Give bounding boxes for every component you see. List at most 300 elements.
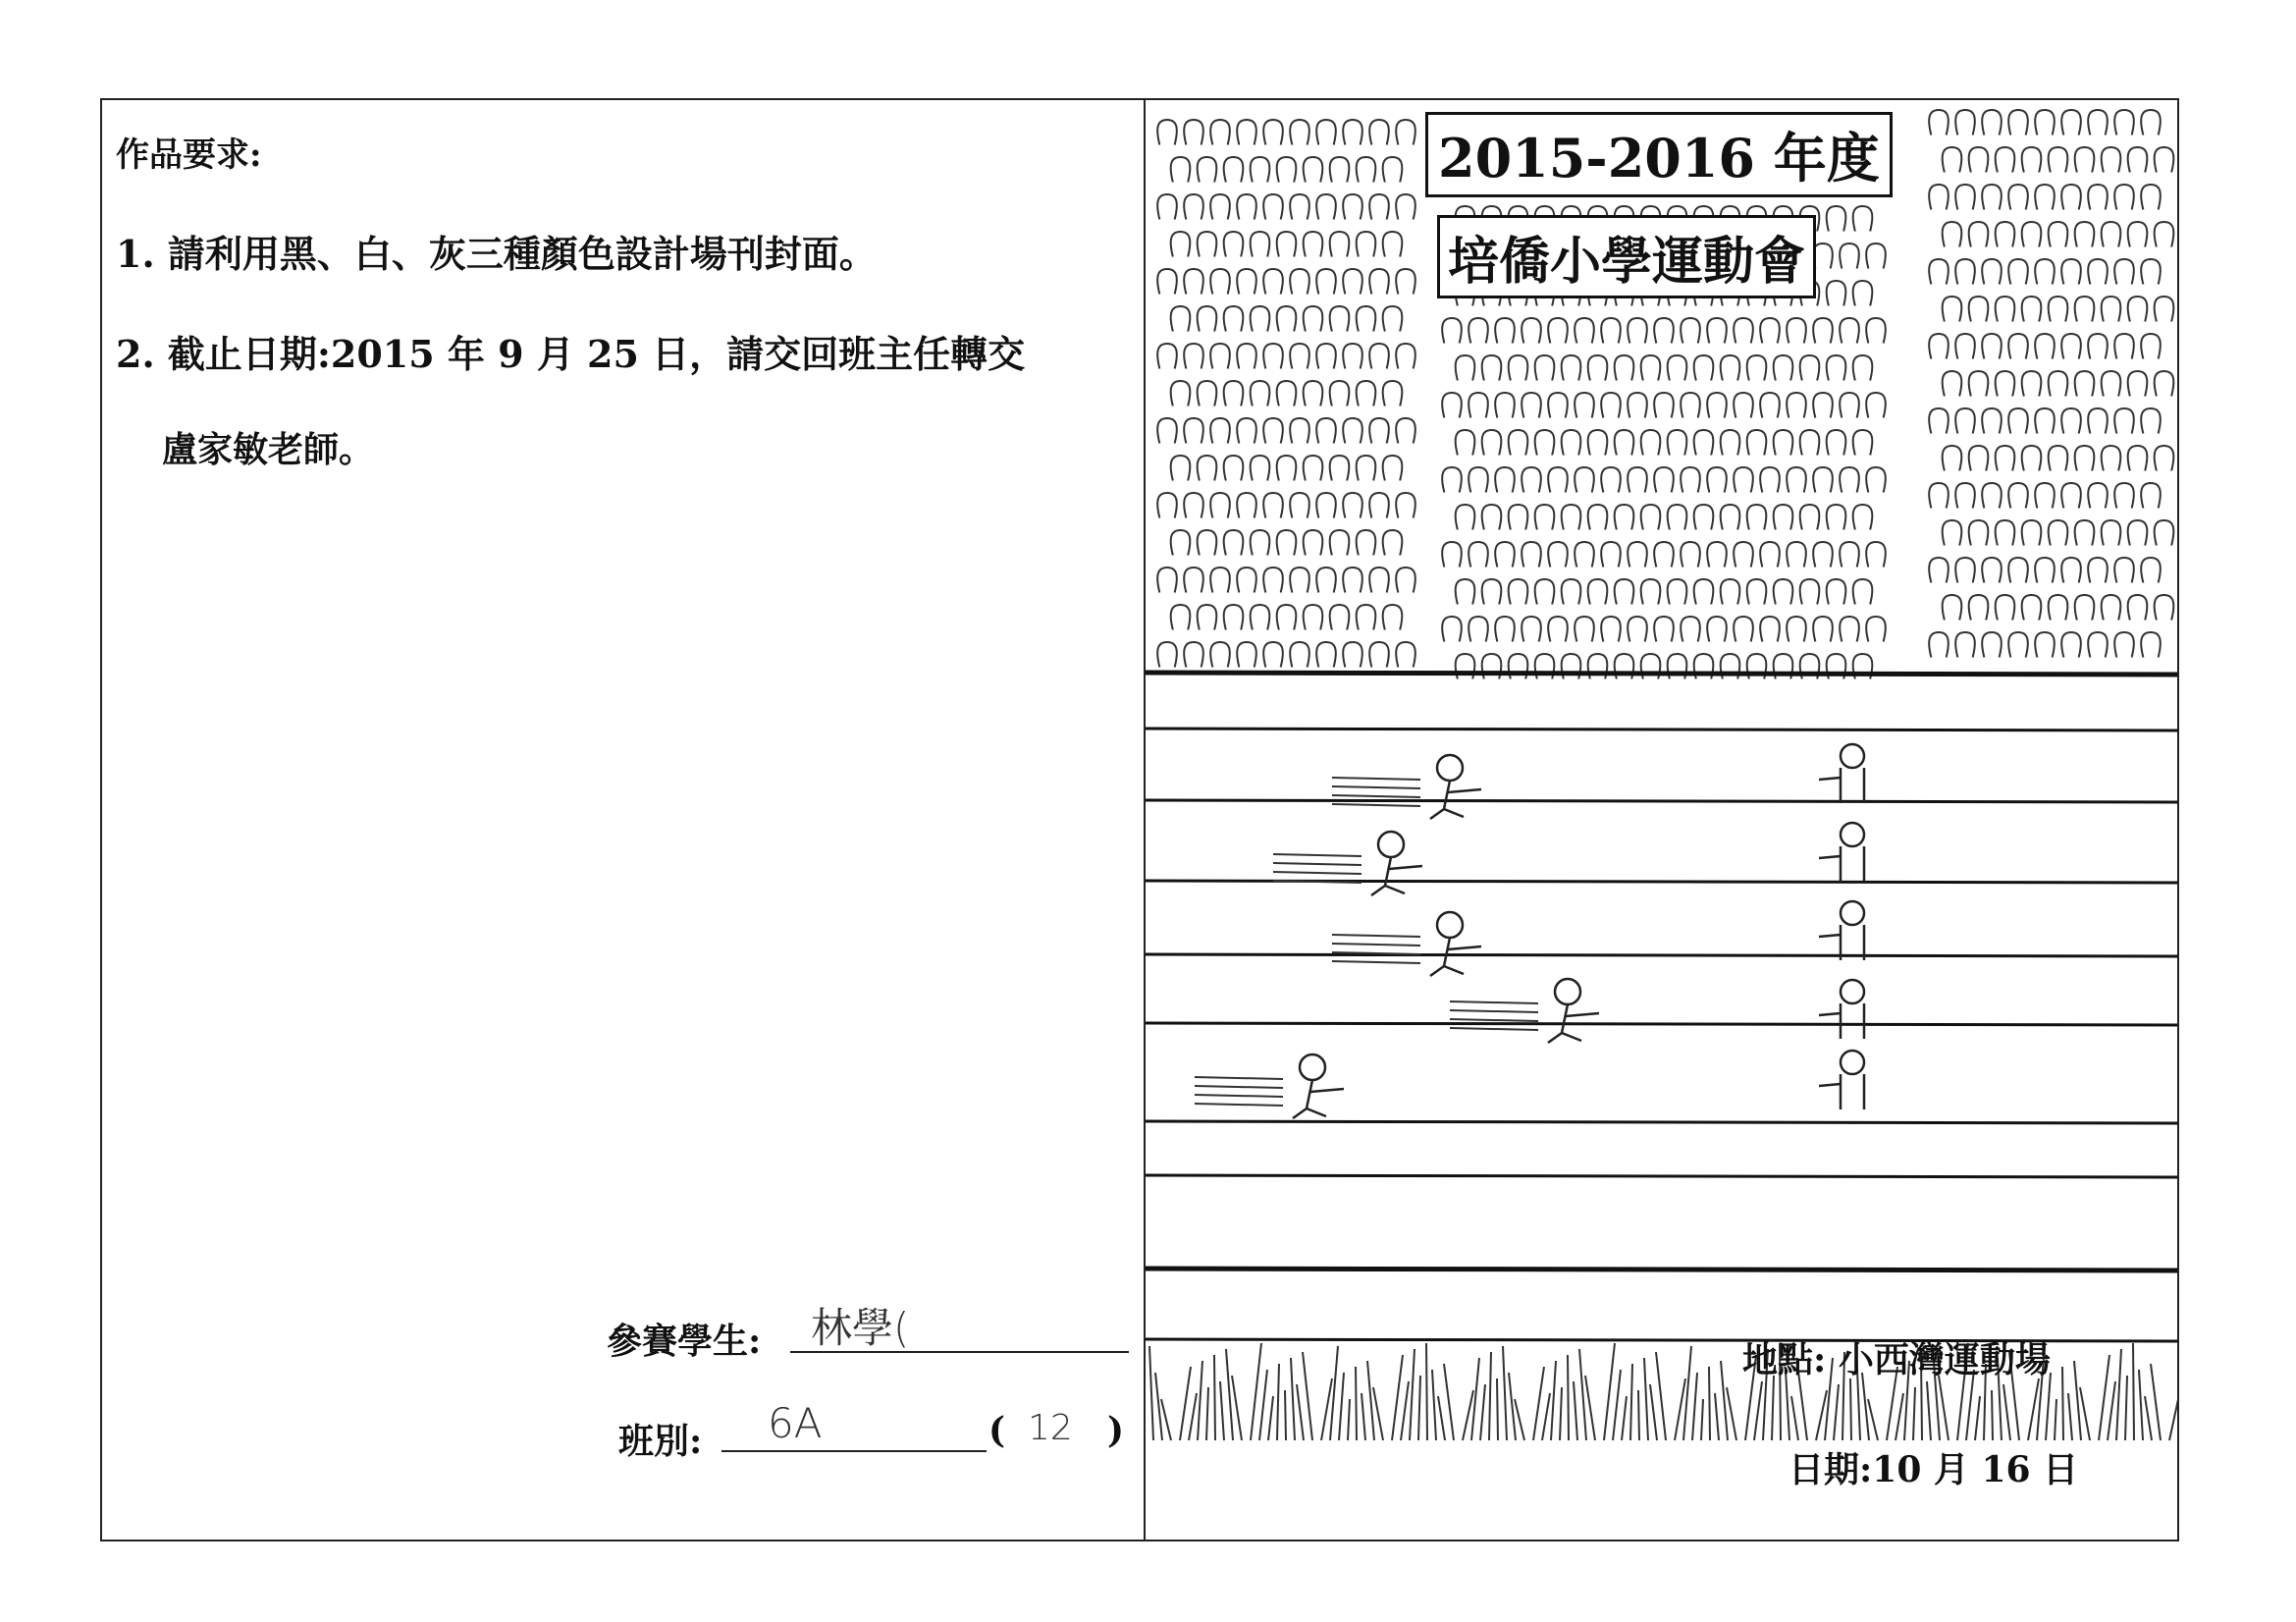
spectator-figure <box>1316 642 1336 668</box>
spectator-figure <box>1357 157 1376 183</box>
spectator-figure <box>1943 371 1962 397</box>
spectator-figure <box>2155 222 2174 247</box>
spectator-figure <box>1535 355 1555 381</box>
grass-blade <box>1656 1352 1666 1440</box>
official-body <box>1819 768 1864 803</box>
spectator-figure <box>1330 157 1350 183</box>
spectator-figure <box>1184 493 1203 518</box>
spectator-figure <box>1969 371 1989 397</box>
spectator-figure <box>1969 147 1989 173</box>
spectator-figure <box>1615 505 1634 530</box>
spectator-figure <box>1396 493 1415 518</box>
spectator-figure <box>1171 157 1191 183</box>
spectator-figure <box>1290 642 1309 668</box>
spectator-figure <box>2114 259 2134 285</box>
spectator-figure <box>1774 579 1793 605</box>
spectator-figure <box>1237 418 1256 444</box>
grass-blade <box>1489 1352 1491 1440</box>
spectator-figure <box>1866 617 1886 642</box>
grass-blade <box>1198 1361 1202 1440</box>
grass-blade <box>1975 1396 1980 1440</box>
spectator-figure <box>2102 595 2121 621</box>
spectator-figure <box>2008 110 2028 135</box>
grass-blade <box>1715 1393 1719 1440</box>
spectator-figure <box>2128 371 2148 397</box>
spectator-figure <box>1588 430 1608 456</box>
spectator-figure <box>1853 430 1873 456</box>
spectator-figure <box>1955 632 1975 658</box>
spectator-figure <box>1184 418 1203 444</box>
grass-blade <box>2003 1384 2010 1440</box>
spectator-figure <box>2155 446 2174 471</box>
spectator-figure <box>1357 306 1376 332</box>
spectator-figure <box>1184 568 1203 593</box>
spectator-figure <box>1955 558 1975 583</box>
spectator-figure <box>1184 194 1203 220</box>
spectator-figure <box>1468 393 1488 418</box>
spectator-figure <box>2049 297 2068 322</box>
spectator-figure <box>1357 605 1376 630</box>
spectator-figure <box>1641 505 1661 530</box>
spectator-figure <box>1982 334 2002 359</box>
spectator-figure <box>1681 617 1700 642</box>
spectator-figure <box>1840 318 1859 344</box>
spectator-figure <box>1316 269 1336 295</box>
spectator-figure <box>1535 579 1555 605</box>
spectator-figure <box>1929 334 1949 359</box>
grass-blade <box>1644 1358 1648 1440</box>
spectator-figure <box>1171 456 1191 481</box>
official-body <box>1819 1003 1864 1039</box>
spectator-figure <box>1224 381 1244 406</box>
spectator-figure <box>1290 493 1309 518</box>
spectator-figure <box>1654 617 1674 642</box>
grass-blade <box>1568 1355 1569 1440</box>
spectator-figure <box>1224 605 1244 630</box>
spectator-figure <box>1509 430 1528 456</box>
spectator-figure <box>1996 446 2015 471</box>
spectator-figure <box>1969 520 1989 546</box>
grass-blade <box>1444 1364 1454 1440</box>
grass-blade <box>1683 1346 1691 1440</box>
spectator-figure <box>2102 297 2121 322</box>
spectator-figure <box>1929 110 1949 135</box>
spectator-figure <box>1343 120 1362 145</box>
spectator-figure <box>2155 371 2174 397</box>
spectator-figure <box>2061 259 2081 285</box>
spectator-figure <box>1943 520 1962 546</box>
spectator-figure <box>2155 595 2174 621</box>
spectator-figure <box>1628 542 1647 568</box>
spectator-figure <box>1853 505 1873 530</box>
spectator-figure <box>2141 408 2161 434</box>
spectator-figure <box>1157 269 1177 295</box>
spectator-figure <box>1628 393 1647 418</box>
spectator-figure <box>2102 371 2121 397</box>
spectator-figure <box>1330 306 1350 332</box>
spectator-figure <box>1316 418 1336 444</box>
grass-blade <box>1285 1390 1286 1440</box>
spectator-figure <box>1277 381 1297 406</box>
spectator-figure <box>1304 381 1323 406</box>
speed-line <box>1450 1019 1538 1021</box>
spectator-figure <box>1734 393 1753 418</box>
spectator-figure <box>2114 185 2134 210</box>
runner-body <box>1430 938 1481 976</box>
spectator-figure <box>1357 456 1376 481</box>
spectator-figure <box>1827 505 1846 530</box>
grass-blade <box>2133 1343 2134 1440</box>
spectator-figure <box>1316 344 1336 369</box>
spectator-figure <box>1588 505 1608 530</box>
grass-blade <box>1401 1381 1409 1440</box>
spectator-figure <box>1509 505 1528 530</box>
spectator-figure <box>1290 568 1309 593</box>
grass-blade <box>1727 1387 1736 1440</box>
spectator-figure <box>1955 408 1975 434</box>
track-lane-line <box>1146 1269 2177 1271</box>
grass-blade <box>1515 1399 1524 1440</box>
spectator-figure <box>1369 194 1389 220</box>
spectator-figure <box>2022 222 2042 247</box>
spectator-figure <box>1263 344 1283 369</box>
grass-blade <box>1721 1361 1728 1440</box>
spectator-figure <box>1304 306 1323 332</box>
grass-blade <box>1251 1343 1261 1440</box>
grass-blade <box>1432 1370 1436 1440</box>
spectator-figure <box>1955 259 1975 285</box>
spectator-figure <box>1224 456 1244 481</box>
grass-blade <box>1189 1393 1197 1440</box>
grass-blade <box>2074 1361 2081 1440</box>
spectator-figure <box>2061 558 2081 583</box>
grass-blade <box>1180 1367 1191 1440</box>
spectator-figure <box>1774 505 1793 530</box>
spectator-figure <box>1210 642 1230 668</box>
spectator-figure <box>1800 579 1820 605</box>
spectator-figure <box>1628 617 1647 642</box>
track-lane-line <box>1146 800 2177 802</box>
spectator-figure <box>2035 259 2055 285</box>
spectator-figure <box>1277 456 1297 481</box>
spectator-figure <box>1800 355 1820 381</box>
spectator-figure <box>1396 642 1415 668</box>
spectator-figure <box>2075 147 2095 173</box>
grass-blade <box>1992 1390 1993 1440</box>
spectator-figure <box>1840 393 1859 418</box>
spectator-figure <box>1304 232 1323 257</box>
spectator-figure <box>1263 120 1283 145</box>
grass-blade <box>1868 1399 1878 1440</box>
grass-blade <box>1754 1381 1762 1440</box>
spectator-figure <box>1251 605 1270 630</box>
spectator-figure <box>1383 157 1403 183</box>
spectator-figure <box>1969 297 1989 322</box>
spectator-figure <box>1251 381 1270 406</box>
spectator-figure <box>1734 318 1753 344</box>
runner-head <box>1555 979 1580 1004</box>
spectator-figure <box>1263 269 1283 295</box>
runner-body <box>1371 857 1422 895</box>
spectator-figure <box>1747 430 1767 456</box>
spectator-figure <box>1263 642 1283 668</box>
grass-blade <box>1638 1390 1639 1440</box>
spectator-figure <box>1157 568 1177 593</box>
spectator-figure <box>1184 269 1203 295</box>
spectator-figure <box>2141 558 2161 583</box>
grass-blade <box>1149 1346 1153 1440</box>
grass-blade <box>1791 1396 1798 1440</box>
spectator-figure <box>1237 344 1256 369</box>
grass-blade <box>1214 1355 1215 1440</box>
spectator-figure <box>1277 306 1297 332</box>
spectator-figure <box>1955 483 1975 509</box>
spectator-figure <box>1290 418 1309 444</box>
spectator-figure <box>1694 505 1714 530</box>
spectator-figure <box>1157 194 1177 220</box>
spectator-figure <box>1575 542 1594 568</box>
spectator-figure <box>1396 344 1415 369</box>
spectator-figure <box>2049 371 2068 397</box>
official-head <box>1841 823 1864 846</box>
cover-artwork <box>1146 100 2177 1540</box>
grass-blade <box>1862 1373 1869 1440</box>
grass-blade <box>1497 1379 1498 1440</box>
spectator-figure <box>1277 232 1297 257</box>
spectator-figure <box>1210 194 1230 220</box>
grass-blade <box>1367 1361 1374 1440</box>
spectator-figure <box>2035 632 2055 658</box>
spectator-figure <box>2061 110 2081 135</box>
spectator-figure <box>1304 530 1323 556</box>
official-head <box>1841 1051 1864 1074</box>
spectator-figure <box>1210 120 1230 145</box>
spectator-figure <box>1721 430 1740 456</box>
spectator-figure <box>2075 297 2095 322</box>
grass-blade <box>1509 1373 1516 1440</box>
spectator-figure <box>1929 408 1949 434</box>
spectator-figure <box>1535 505 1555 530</box>
official-head <box>1841 744 1864 768</box>
spectator-figure <box>2008 259 2028 285</box>
spectator-figure <box>1827 281 1846 306</box>
spectator-figure <box>2141 334 2161 359</box>
spectator-figure <box>1562 505 1581 530</box>
spectator-figure <box>1760 542 1780 568</box>
spectator-figure <box>1548 467 1568 493</box>
spectator-figure <box>1343 568 1362 593</box>
spectator-figure <box>1237 568 1256 593</box>
spectator-figure <box>2049 520 2068 546</box>
spectator-figure <box>1615 579 1634 605</box>
requirement-item-2-continued: 盧家敏老師。 <box>162 429 375 470</box>
spectator-figure <box>1396 120 1415 145</box>
spectator-figure <box>1866 467 1886 493</box>
spectator-figure <box>1456 579 1475 605</box>
grass-blade <box>2116 1349 2121 1440</box>
spectator-figure <box>2035 185 2055 210</box>
grass-blade <box>1373 1387 1383 1440</box>
spectator-figure <box>2035 110 2055 135</box>
spectator-figure <box>1721 355 1740 381</box>
spectator-figure <box>1562 579 1581 605</box>
spectator-figure <box>1383 530 1403 556</box>
grass-blade <box>1426 1343 1427 1440</box>
grass-blade <box>1392 1355 1403 1440</box>
spectator-figure <box>1157 120 1177 145</box>
spectator-figure <box>1369 642 1389 668</box>
grass-blade <box>1330 1346 1338 1440</box>
spectator-figure <box>1929 483 1949 509</box>
spectator-figure <box>1251 530 1270 556</box>
grass-blade <box>2125 1376 2127 1440</box>
spectator-figure <box>1955 185 1975 210</box>
spectator-figure <box>1251 456 1270 481</box>
spectator-figure <box>2088 483 2108 509</box>
grass-blade <box>1613 1370 1621 1440</box>
spectator-figure <box>1330 530 1350 556</box>
spectator-figure <box>2075 222 2095 247</box>
spectator-figure <box>1827 430 1846 456</box>
spectator-figure <box>1694 579 1714 605</box>
grass-blade <box>1709 1367 1710 1440</box>
spectator-figure <box>2049 147 2068 173</box>
spectator-figure <box>1943 147 1962 173</box>
spectator-figure <box>1982 408 2002 434</box>
spectator-figure <box>1827 206 1846 232</box>
runner-body <box>1293 1080 1344 1118</box>
spectator-figure <box>1277 157 1297 183</box>
spectator-figure <box>1760 393 1780 418</box>
spectator-figure <box>2102 446 2121 471</box>
spectator-figure <box>1251 157 1270 183</box>
spectator-figure <box>1237 120 1256 145</box>
spectator-figure <box>1721 579 1740 605</box>
spectator-figure <box>1468 542 1488 568</box>
spectator-figure <box>1198 456 1217 481</box>
spectator-figure <box>1668 430 1687 456</box>
spectator-figure <box>1251 306 1270 332</box>
spectator-figure <box>1210 418 1230 444</box>
spectator-figure <box>1575 467 1594 493</box>
speed-line <box>1273 854 1362 856</box>
spectator-figure <box>1707 542 1727 568</box>
grass-blade <box>1471 1358 1479 1440</box>
spectator-figure <box>1522 318 1541 344</box>
running-track <box>1146 673 2177 1341</box>
spectator-figure <box>1969 222 1989 247</box>
spectator-figure <box>1198 530 1217 556</box>
runner-head <box>1300 1054 1325 1080</box>
spectator-figure <box>1929 259 1949 285</box>
spectator-figure <box>1304 605 1323 630</box>
number-paren-close: ) <box>1107 1410 1125 1451</box>
spectator-figure <box>2022 520 2042 546</box>
spectator-figure <box>1316 493 1336 518</box>
spectator-figure <box>1668 579 1687 605</box>
spectator-figure <box>2088 558 2108 583</box>
spectator-figure <box>1184 642 1203 668</box>
spectator-figure <box>1456 355 1475 381</box>
spectator-figure <box>2061 483 2081 509</box>
grass-blade <box>1772 1376 1774 1440</box>
spectator-figure <box>1357 530 1376 556</box>
spectator-figure <box>2061 334 2081 359</box>
grass-blade <box>1161 1399 1171 1440</box>
spectator-figure <box>1641 579 1661 605</box>
spectator-figure <box>2088 632 2108 658</box>
spectator-figure <box>1198 306 1217 332</box>
spectator-figure <box>2075 520 2095 546</box>
grass-blade <box>1362 1393 1365 1440</box>
spectator-figure <box>1495 393 1515 418</box>
spectator-figure <box>1853 579 1873 605</box>
number-handwriting: 12 <box>1028 1408 1073 1448</box>
class-line[interactable] <box>721 1450 987 1452</box>
grass-blade <box>1560 1387 1562 1440</box>
class-label: 班別: <box>618 1421 703 1462</box>
official-head <box>1841 980 1864 1003</box>
grass-blade <box>1480 1384 1485 1440</box>
grass-blade <box>1348 1399 1350 1440</box>
spectator-figure <box>1628 318 1647 344</box>
grass-blade <box>2068 1393 2072 1440</box>
spectator-figure <box>1304 157 1323 183</box>
spectator-figure <box>1996 147 2015 173</box>
spectator-figure <box>1157 418 1177 444</box>
spectator-figure <box>2102 222 2121 247</box>
spectator-figure <box>1184 344 1203 369</box>
student-name-handwriting: 林學( <box>811 1304 910 1352</box>
student-label: 參賽學生: <box>607 1321 762 1362</box>
grass-blade <box>1622 1396 1627 1440</box>
official-head <box>1841 901 1864 925</box>
spectator-figure <box>1198 381 1217 406</box>
spectator-figure <box>1482 505 1502 530</box>
speed-line <box>1332 961 1420 963</box>
spectator-figure <box>2008 558 2028 583</box>
spectator-figure <box>1171 605 1191 630</box>
spectator-figure <box>1290 120 1309 145</box>
grass-blade <box>1542 1393 1550 1440</box>
speed-line <box>1273 863 1362 865</box>
spectator-figure <box>1316 194 1336 220</box>
grass-blade <box>1297 1384 1304 1440</box>
spectator-figure <box>2141 259 2161 285</box>
speed-line <box>1332 944 1420 946</box>
spectator-figure <box>1747 505 1767 530</box>
spectator-figure <box>1654 542 1674 568</box>
spectator-figure <box>1277 605 1297 630</box>
spectator-figure <box>1840 467 1859 493</box>
spectator-figure <box>1601 318 1621 344</box>
spectator-figure <box>1509 579 1528 605</box>
spectator-figure <box>1969 446 1989 471</box>
spectator-figure <box>1562 355 1581 381</box>
spectator-figure <box>1357 232 1376 257</box>
spectator-figure <box>2128 222 2148 247</box>
spectator-figure <box>1396 568 1415 593</box>
spectator-figure <box>1343 642 1362 668</box>
spectator-figure <box>2128 520 2148 546</box>
speed-line <box>1450 1028 1538 1030</box>
spectator-figure <box>1800 505 1820 530</box>
spectator-figure <box>2075 595 2095 621</box>
track-lane-line <box>1146 1121 2177 1123</box>
speed-line <box>1273 872 1362 874</box>
spectator-figure <box>1982 558 2002 583</box>
spectator-figure <box>1681 467 1700 493</box>
